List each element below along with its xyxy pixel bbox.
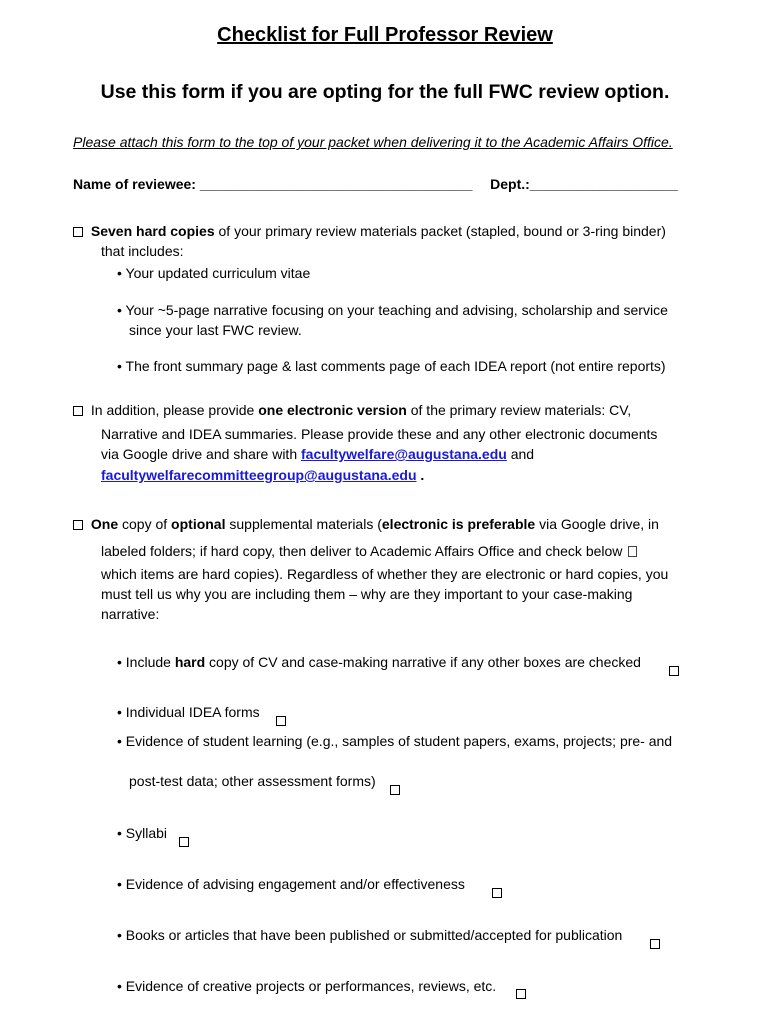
checkbox-idea-forms[interactable]	[276, 716, 286, 726]
checkbox-publications[interactable]	[650, 939, 660, 949]
optional-bold2: optional	[171, 516, 226, 532]
hard-copies-bold: Seven hard copies	[90, 223, 215, 239]
bullet-narrative: • Your ~5-page narrative focusing on your teaching and advising, scholarship and service	[117, 302, 668, 318]
email-link-committeegroup[interactable]: facultywelfarecommitteegroup@augustana.edu	[101, 467, 417, 483]
checkbox-creative-projects[interactable]	[516, 989, 526, 999]
electronic-line2: Narrative and IDEA summaries. Please provide these and any other electronic documents	[101, 426, 658, 442]
optional-line3: which items are hard copies). Regardless of whether they are electronic or hard copies, you	[101, 566, 669, 582]
bullet-narrative-cont: since your last FWC review.	[129, 322, 302, 338]
item-creative-projects: • Evidence of creative projects or performances, reviews, etc.	[117, 978, 497, 994]
item-student-learning-cont: post-test data; other assessment forms)	[129, 773, 376, 789]
checkbox-electronic[interactable]	[73, 406, 83, 416]
instruction-text: Please attach this form to the top of your packet when delivering it to the Academic Affairs Office.	[73, 134, 673, 150]
electronic-line4	[101, 467, 424, 483]
name-row	[73, 176, 678, 192]
item1-text-c: copy of CV and case-making narrative if any other boxes are checked	[205, 654, 641, 670]
checkbox-advising[interactable]	[492, 888, 502, 898]
item-publications: • Books or articles that have been published or submitted/accepted for publication	[117, 927, 623, 943]
section-electronic	[73, 402, 631, 418]
checkbox-hard-copies[interactable]	[73, 227, 83, 237]
electronic-text1: In addition, please provide	[90, 402, 259, 418]
bullet-cv: • Your updated curriculum vitae	[117, 265, 311, 281]
checkbox-student-learning[interactable]	[390, 785, 400, 795]
email-link-facultywelfare[interactable]: facultywelfare@augustana.edu	[301, 446, 507, 462]
section-hard-copies	[73, 223, 666, 239]
optional-text3: via Google drive, in	[535, 516, 659, 532]
item-syllabi: • Syllabi	[117, 825, 168, 841]
bullet-idea-summary: • The front summary page & last comments page of each IDEA report (not entire reports)	[117, 358, 666, 374]
electronic-line3	[101, 446, 534, 462]
checkbox-symbol-inline	[628, 546, 637, 557]
page-title: Checklist for Full Professor Review	[217, 24, 553, 46]
name-of-reviewee-field[interactable]: Name of reviewee: ___________________________________	[73, 176, 473, 192]
electronic-bold: one electronic version	[258, 402, 407, 418]
page-subtitle: Use this form if you are opting for the full FWC review option.	[100, 81, 670, 103]
electronic-text2: of the primary review materials: CV,	[406, 402, 632, 418]
item1-text-b: hard	[174, 654, 206, 670]
item-idea-forms: • Individual IDEA forms	[117, 704, 260, 720]
optional-bold1: One	[90, 516, 119, 532]
dept-field[interactable]: Dept.:___________________	[490, 176, 678, 192]
hard-copies-cont: that includes:	[101, 243, 184, 259]
optional-line4: must tell us why you are including them – why are they important to your case-making	[101, 586, 633, 602]
hard-copies-text: of your primary review materials packet (stapled, bound or 3-ring binder)	[214, 223, 666, 239]
optional-text2: supplemental materials (	[225, 516, 382, 532]
checkbox-syllabi[interactable]	[179, 837, 189, 847]
item-student-learning: • Evidence of student learning (e.g., samples of student papers, exams, projects; pre- and	[117, 733, 673, 749]
optional-bold3: electronic is preferable	[381, 516, 536, 532]
checkbox-optional[interactable]	[73, 520, 83, 530]
item1-text-a: • Include	[117, 654, 175, 670]
checkbox-hard-copy-cv[interactable]	[669, 666, 679, 676]
optional-line2-text: labeled folders; if hard copy, then deliver to Academic Affairs Office and check below	[101, 543, 623, 559]
optional-text1: copy of	[118, 516, 172, 532]
electronic-line3-and: and	[506, 446, 535, 462]
section-optional	[73, 516, 659, 532]
electronic-line4-period: .	[416, 467, 425, 483]
item-advising: • Evidence of advising engagement and/or effectiveness	[117, 876, 465, 892]
optional-line5: narrative:	[101, 606, 160, 622]
electronic-line3-text: via Google drive and share with	[101, 446, 301, 462]
item-hard-copy-cv	[117, 654, 641, 670]
optional-line2	[101, 543, 637, 559]
